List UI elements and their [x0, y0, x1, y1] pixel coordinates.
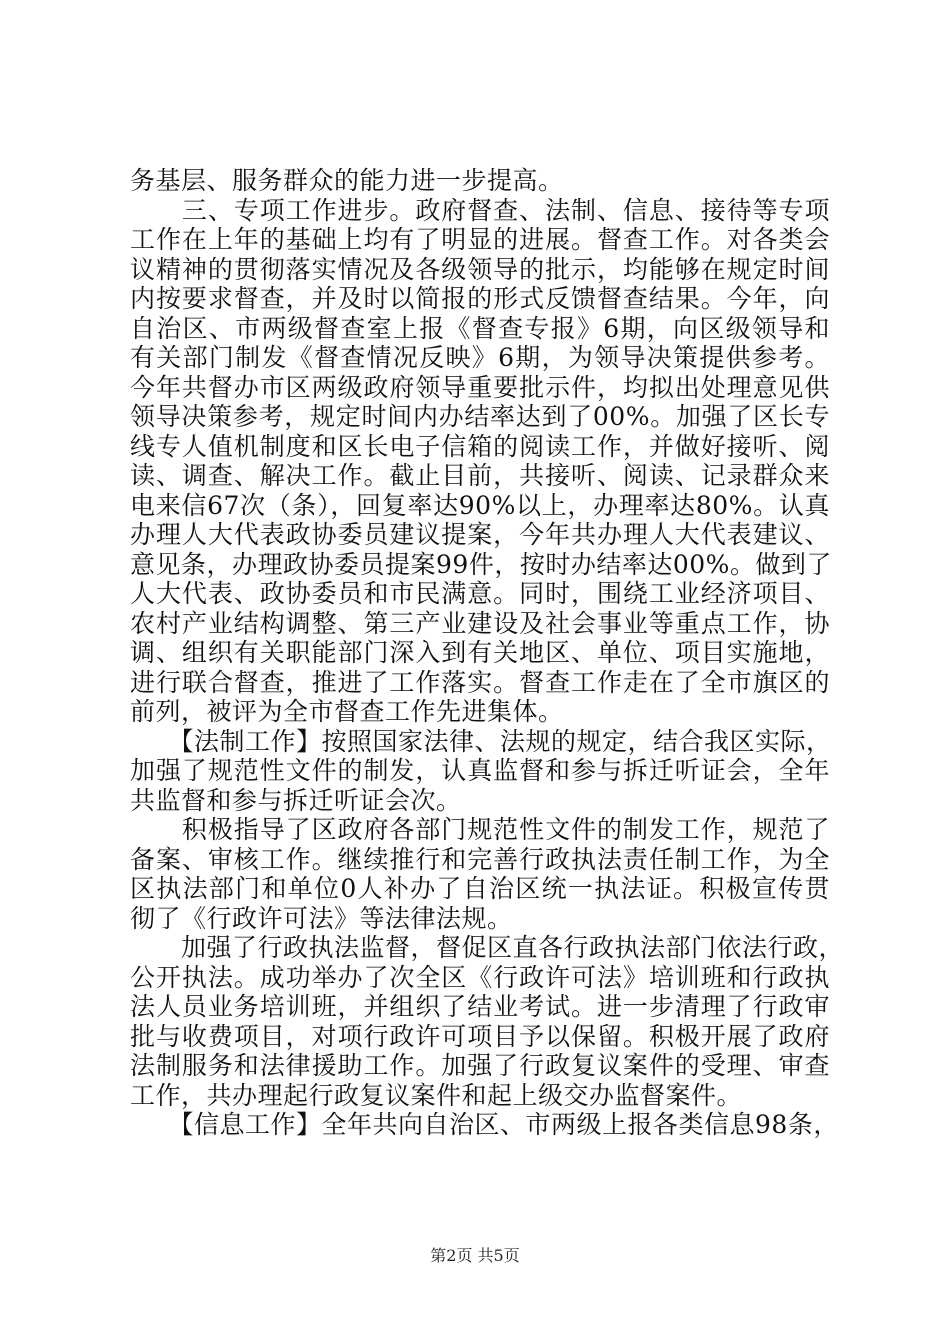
text-line: 【信息工作】全年共向自治区、市两级上报各类信息98条， — [130, 1110, 839, 1139]
text-line: 读、调查、解决工作。截止目前，共接听、阅读、记录群众来 — [130, 461, 830, 490]
text-line: 有关部门制发《督查情况反映》6期，为领导决策提供参考。 — [130, 343, 830, 372]
text-line: 进行联合督查，推进了工作落实。督查工作走在了全市旗区的 — [130, 667, 830, 697]
text-line: 前列，被评为全市督查工作先进集体。 — [130, 697, 564, 726]
text-line: 自治区、市两级督查室上报《督查专报》6期，向区级领导和 — [130, 313, 830, 343]
text-line: 线专人值机制度和区长电子信箱的阅读工作，并做好接听、阅 — [130, 431, 830, 461]
text-line: 彻了《行政许可法》等法律法规。 — [130, 903, 513, 933]
text-line: 法人员业务培训班，并组织了结业考试。进一步清理了行政审 — [130, 992, 830, 1021]
text-line: 区执法部门和单位0人补办了自治区统一执法证。积极宣传贯 — [130, 874, 830, 903]
text-line: 【法制工作】按照国家法律、法规的规定，结合我区实际， — [130, 726, 832, 756]
text-line: 工作在上年的基础上均有了明显的进展。督查工作。对各类会 — [130, 225, 830, 254]
text-line: 公开执法。成功举办了次全区《行政许可法》培训班和行政执 — [130, 962, 830, 992]
text-line: 人大代表、政协委员和市民满意。同时，围绕工业经济项目、 — [130, 579, 830, 608]
text-line: 积极指导了区政府各部门规范性文件的制发工作，规范了 — [130, 815, 830, 844]
document-body — [130, 166, 845, 1140]
text-line: 工作，共办理起行政复议案件和起上级交办监督案件。 — [130, 1080, 743, 1110]
page-footer: 第2页 共5页 — [430, 1246, 520, 1265]
text-line: 加强了规范性文件的制发，认真监督和参与拆迁听证会，全年 — [130, 756, 830, 785]
text-line: 共监督和参与拆迁听证会次。 — [130, 785, 462, 815]
text-line: 务基层、服务群众的能力进一步提高。 — [130, 166, 564, 195]
text-line: 电来信67次（条），回复率达90%以上，办理率达80%。认真 — [130, 490, 830, 520]
text-line: 农村产业结构调整、第三产业建设及社会事业等重点工作，协 — [130, 608, 830, 638]
text-line: 内按要求督查，并及时以简报的形式反馈督查结果。今年，向 — [130, 284, 830, 313]
text-line: 调、组织有关职能部门深入到有关地区、单位、项目实施地， — [130, 638, 830, 667]
text-line: 今年共督办市区两级政府领导重要批示件，均拟出处理意见供 — [130, 372, 830, 402]
text-line: 意见条，办理政协委员提案99件，按时办结率达00%。做到了 — [130, 549, 832, 579]
text-line: 议精神的贯彻落实情况及各级领导的批示，均能够在规定时间 — [130, 254, 830, 284]
text-line: 加强了行政执法监督，督促区直各行政执法部门依法行政， — [130, 933, 845, 962]
text-line: 办理人大代表政协委员建议提案，今年共办理人大代表建议、 — [130, 520, 830, 549]
text-line: 备案、审核工作。继续推行和完善行政执法责任制工作，为全 — [130, 844, 830, 874]
text-line: 批与收费项目，对项行政许可项目予以保留。积极开展了政府 — [130, 1021, 830, 1051]
text-line: 法制服务和法律援助工作。加强了行政复议案件的受理、审查 — [130, 1051, 830, 1080]
text-line: 三、专项工作进步。政府督查、法制、信息、接待等专项 — [130, 195, 830, 225]
text-line: 领导决策参考，规定时间内办结率达到了00%。加强了区长专 — [130, 402, 830, 431]
